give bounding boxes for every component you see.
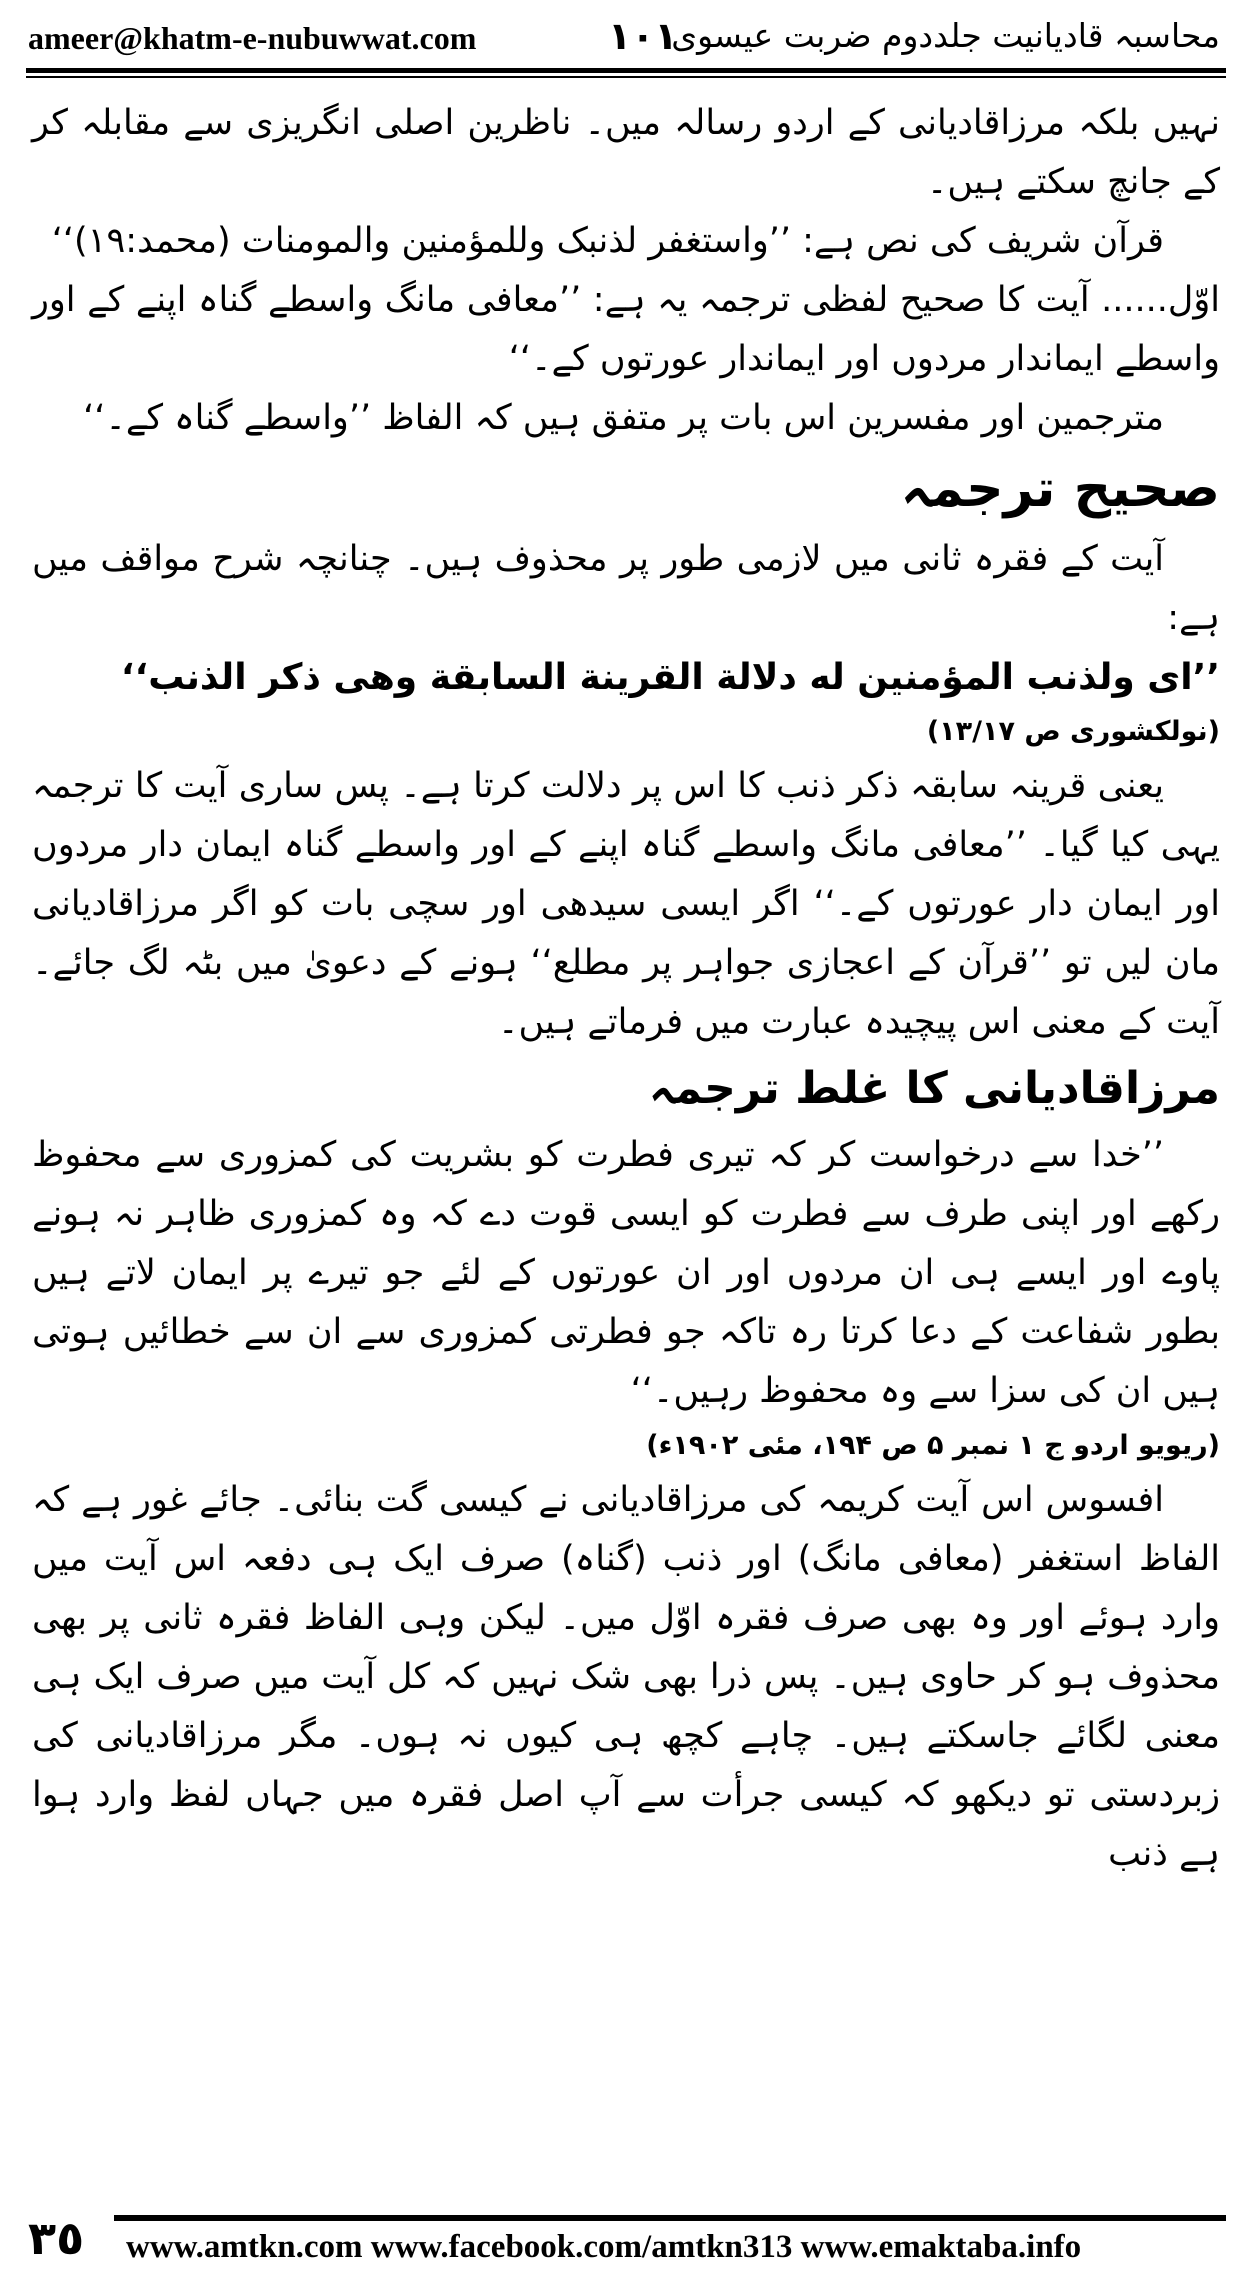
paragraph: مترجمین اور مفسرین اس بات پر متفق ہیں کہ الفاظ ’’واسطے گناہ کے۔‘‘ (83, 398, 1164, 438)
page-header (26, 10, 1226, 70)
section-heading: صحیح ترجمہ (900, 459, 1220, 519)
header-rule (26, 68, 1226, 73)
citation: (نولکشوری ص ۱۳/۱۷) (926, 716, 1220, 747)
footer-links: www.amtkn.com www.facebook.com/amtkn313 www.emaktaba.info (126, 2229, 1082, 2265)
paragraph: یعنی قرینہ سابقہ ذکر ذنب کا اس پر دلالت کرتا ہے۔ پس ساری آیت کا ترجمہ یہی کیا گیا۔ ’’معافی مانگ واسطے گناہ اپنے کے اور واسطے گناہ ایمان دار مردوں اور ایمان دار عورتوں کے۔‘‘ اگر ایسی سیدھی اور سچی بات کو اگر مرزاقادیانی مان لیں تو ’’قرآن کے اعجازی جواہر پر مطلع‘‘ ہونے کے دعویٰ میں بٹہ لگ جائے۔ آیت کے معنی اس پیچیدہ عبارت میں فرماتے ہیں۔ (32, 766, 1220, 1042)
arabic-quote: ’’ای ولذنب المؤمنین له دلالة القرینة السابقة وهی ذکر الذنب‘‘ (120, 657, 1220, 698)
page-footer (26, 2211, 1226, 2270)
paragraph: اوّل...... آیت کا صحیح لفظی ترجمہ یہ ہے: ’’معافی مانگ واسطے گناہ اپنے کے اور واسطے ایماندار مردوں اور ایماندار عورتوں کے۔‘‘ (32, 280, 1220, 379)
header-email: ameer@khatm-e-nubuwwat.com (28, 20, 477, 56)
header-page-number: ١٠١ (608, 14, 678, 58)
paragraph: آیت کے فقرہ ثانی میں لازمی طور پر محذوف ہیں۔ چنانچہ شرح مواقف میں ہے: (32, 539, 1220, 638)
page-body (32, 94, 1220, 1884)
footer-folio: ٣٥ (28, 2211, 85, 2265)
paragraph: قرآن شریف کی نص ہے: ’’واستغفر لذنبک وللمؤمنین والمومنات (محمد:۱۹)‘‘ (51, 221, 1164, 261)
footer-rule (114, 2215, 1226, 2221)
citation: (ریویو اردو ج ۱ نمبر ۵ ص ۱۹۴، مئی ۱۹۰۲ء) (646, 1430, 1220, 1461)
quoted-paragraph: ’’خدا سے درخواست کر کہ تیری فطرت کو بشریت کی کمزوری سے محفوظ رکھے اور اپنی طرف سے فطرت کو ایسی قوت دے کہ وہ کمزوری ظاہر نہ ہونے پاوے اور ایسے ہی ان مردوں اور ان عورتوں کے لئے جو تیرے پر ایمان لاتے ہیں بطور شفاعت کے دعا کرتا رہ تاکہ جو فطرتی کمزوری سے ان سے خطائیں ہوتی ہیں ان کی سزا سے وہ محفوظ رہیں۔‘‘ (32, 1135, 1220, 1411)
paragraph: نہیں بلکہ مرزاقادیانی کے اردو رسالہ میں۔ ناظرین اصلی انگریزی سے مقابلہ کر کے جانچ سکتے ہیں۔ (32, 103, 1220, 202)
paragraph: افسوس اس آیت کریمہ کی مرزاقادیانی نے کیسی گت بنائی۔ جائے غور ہے کہ الفاظ استغفر (معافی مانگ) اور ذنب (گناہ) صرف ایک ہی دفعہ اس آیت میں وارد ہوئے اور وہ بھی صرف فقرہ اوّل میں۔ لیکن وہی الفاظ فقرہ ثانی پر بھی محذوف ہو کر حاوی ہیں۔ پس ذرا بھی شک نہیں کہ کل آیت میں صرف ایک ہی معنی لگائے جاسکتے ہیں۔ چاہے کچھ ہی کیوں نہ ہوں۔ مگر مرزاقادیانی کی زبردستی تو دیکھو کہ کیسی جرأت سے آپ اصل فقرہ میں جہاں لفظ وارد ہوا ہے ذنب (32, 1480, 1220, 1874)
section-heading: مرزاقادیانی کا غلط ترجمہ (648, 1063, 1220, 1114)
header-running-title: محاسبہ قادیانیت جلددوم ضربت عیسوی (671, 16, 1220, 55)
book-page (26, 10, 1226, 2270)
header-rule-thin (26, 76, 1226, 78)
